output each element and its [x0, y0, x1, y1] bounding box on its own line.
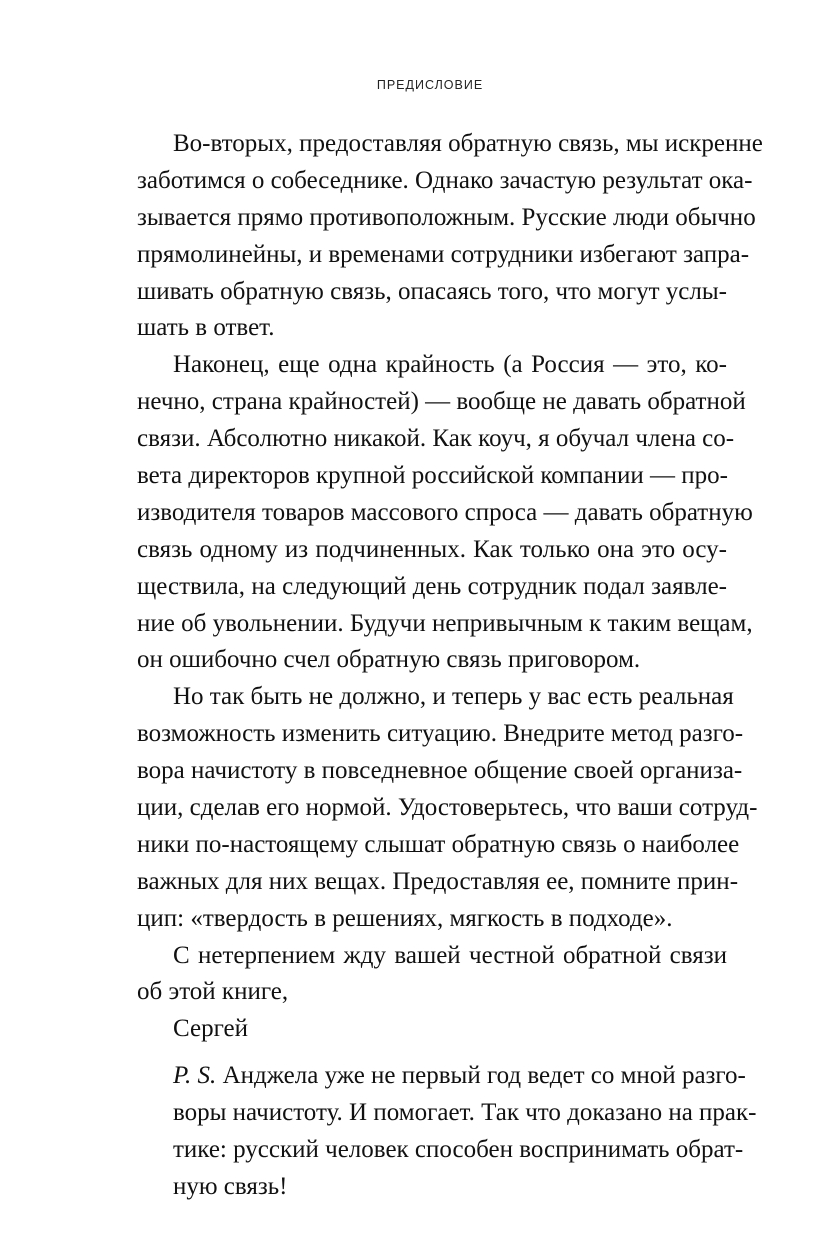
signature: Сергей — [173, 1015, 248, 1043]
running-head: ПРЕДИСЛОВИЕ — [376, 78, 484, 92]
text-line: ники по-настоящему слышат обратную связь о наиболее — [137, 830, 740, 858]
text-line: ществила, на следующий день сотрудник подал заявле- — [137, 572, 727, 600]
text-line: заботимся о собеседнике. Однако зачастую результат ока- — [137, 166, 753, 194]
spacer — [137, 1048, 727, 1058]
text-line: тике: русский человек способен воспринимать обрат- — [173, 1136, 744, 1164]
text-line: ную связь! — [173, 1172, 288, 1200]
text-line: зывается прямо противоположным. Русские люди обычно — [137, 203, 756, 231]
text-line: шать в ответ. — [137, 314, 275, 342]
text-line: изводителя товаров массового спроса — давать обратную — [137, 498, 753, 526]
text-line: вора начистоту в повседневное общение своей организа- — [137, 757, 743, 785]
text-line: ние об увольнении. Будучи непривычным к таким вещам, — [137, 609, 753, 637]
text-line: связь одному из подчиненных. Как только она это осу- — [137, 535, 727, 563]
text-line: цип: «твердость в решениях, мягкость в подходе». — [137, 904, 673, 932]
text-line: об этой книге, — [137, 978, 289, 1006]
body-text — [137, 126, 763, 1206]
postscript-text: Анджела уже не первый год ведет со мной разго- — [216, 1062, 746, 1090]
text-line: ции, сделав его нормой. Удостоверьтесь, что ваши сотруд- — [137, 794, 758, 822]
text-line: воры начистоту. И помогает. Так что доказано на прак- — [173, 1099, 757, 1127]
text-line: возможность изменить ситуацию. Внедрите метод разго- — [137, 720, 744, 748]
text-line: он ошибочно счел обратную связь приговором. — [137, 646, 641, 674]
text-line: шивать обратную связь, опасаясь того, что могут услы- — [137, 277, 727, 305]
postscript-first-line — [137, 1058, 746, 1095]
text-line: С нетерпением жду вашей честной обратной связи — [173, 941, 727, 969]
text-line: Наконец, еще одна крайность (а Россия — это, ко- — [173, 351, 727, 379]
text-line: прямолинейны, и временами сотрудники избегают запра- — [137, 240, 750, 268]
text-line: Но так быть не должно, и теперь у вас есть реальная — [173, 683, 734, 711]
text-line: вета директоров крупной российской компании — про- — [137, 462, 728, 490]
text-line: Во-вторых, предоставляя обратную связь, мы искренне — [173, 130, 763, 157]
text-line: нечно, страна крайностей) — вообще не давать обратной — [137, 388, 746, 416]
postscript-label: P. S. — [173, 1062, 217, 1090]
text-line: связи. Абсолютно никакой. Как коуч, я обучал члена со- — [137, 425, 735, 453]
text-line: важных для них вещах. Предоставляя ее, помните прин- — [137, 867, 739, 895]
